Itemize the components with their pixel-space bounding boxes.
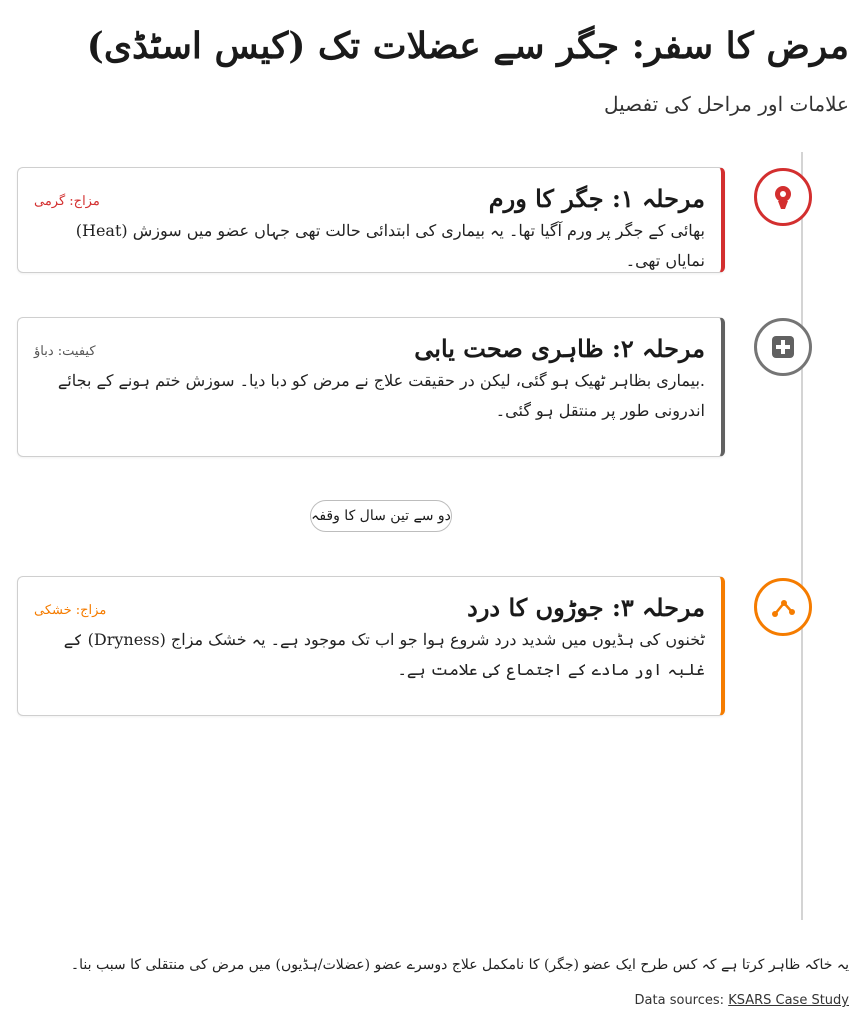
liver-icon	[763, 177, 803, 217]
stage-2-badge: کیفیت: دباؤ	[34, 344, 96, 359]
timeline-line	[801, 152, 803, 920]
stage-1-badge: مزاج: گرمی	[34, 194, 100, 209]
sources-prefix: Data sources:	[634, 993, 725, 1008]
page-title: مرض کا سفر: جگر سے عضلات تک (کیس اسٹڈی)	[86, 25, 849, 67]
stage-3-title: مرحلہ ۳: جوڑوں کا درد	[467, 593, 705, 622]
stage-2-body: .بیماری بظاہر ٹھیک ہو گئی، لیکن در حقیقت علاج نے مرض کو دبا دیا۔ سوزش ختم ہونے کے بجائے اندرونی طور پر منتقل ہو گئی۔	[57, 371, 705, 420]
stage-2-card	[17, 317, 725, 457]
footer-note: یہ خاکہ ظاہر کرتا ہے کہ کس طرح ایک عضو (جگر) کا نامکمل علاج دوسرے عضو (عضلات/ہڈیوں) میں مرض کی منتقلی کا سبب بنا۔	[70, 957, 849, 973]
stage-2-title: مرحلہ ۲: ظاہری صحت یابی	[414, 334, 705, 363]
stage-3-marker	[754, 578, 812, 636]
time-gap-label: دو سے تین سال کا وقفہ	[310, 500, 452, 532]
sources-link[interactable]: KSARS Case Study	[728, 993, 849, 1008]
stage-1-marker	[754, 168, 812, 226]
stage-1-body: بھائی کے جگر پر ورم آگیا تھا۔ یہ بیماری کی ابتدائی حالت تھی جہاں عضو میں سوزش (Heat) نمایاں تھی۔	[75, 221, 705, 270]
stage-3-badge: مزاج: خشکی	[34, 603, 107, 618]
medical-plus-icon	[763, 327, 803, 367]
stage-2-marker	[754, 318, 812, 376]
stage-3-body: ٹخنوں کی ہڈیوں میں شدید درد شروع ہوا جو اب تک موجود ہے۔ یہ خشک مزاج (Dryness) کے غلبہ اور مادے کے اجتماع کی علامت ہے۔	[63, 630, 705, 679]
stage-1-card	[17, 167, 725, 273]
bone-joint-icon	[763, 587, 803, 627]
stage-1-title: مرحلہ ۱: جگر کا ورم	[488, 184, 705, 213]
page-subtitle: علامات اور مراحل کی تفصیل	[603, 92, 849, 116]
stage-3-card	[17, 576, 725, 716]
data-sources	[635, 993, 849, 1008]
